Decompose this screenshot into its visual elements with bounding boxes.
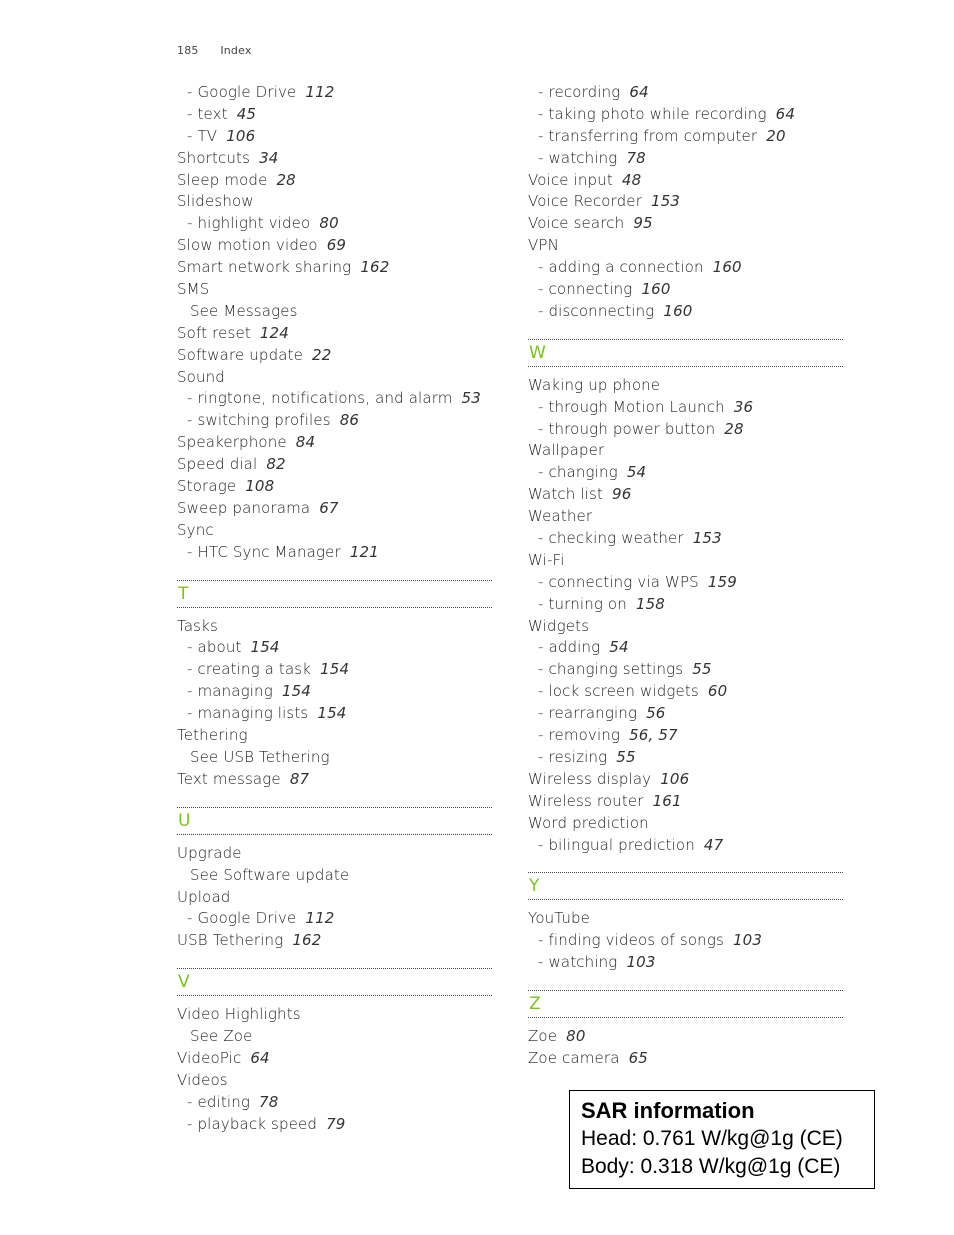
entry-term: SMS bbox=[177, 280, 210, 299]
index-subentry bbox=[528, 301, 843, 323]
page-reference[interactable]: 22 bbox=[312, 345, 332, 364]
entry-term: Word prediction bbox=[528, 813, 649, 832]
entry-term: Voice Recorder bbox=[528, 192, 643, 211]
page-reference[interactable]: 47 bbox=[703, 835, 724, 854]
entry-term: - watching bbox=[538, 148, 618, 167]
index-subentry bbox=[177, 681, 492, 703]
index-entry bbox=[177, 616, 492, 638]
page-reference[interactable]: 55 bbox=[616, 747, 636, 766]
entry-term: Video Highlights bbox=[177, 1005, 301, 1024]
entry-term: Slow motion video bbox=[177, 236, 318, 255]
index-subentry bbox=[177, 82, 492, 104]
page-reference[interactable]: 153 bbox=[692, 529, 722, 548]
page-reference[interactable]: 154 bbox=[281, 682, 311, 701]
page-reference[interactable]: 36 bbox=[733, 397, 754, 416]
index-entry bbox=[177, 367, 492, 389]
entry-term: Watch list bbox=[528, 485, 603, 504]
index-entry bbox=[177, 170, 492, 192]
page-reference[interactable]: 60 bbox=[707, 682, 728, 701]
entry-term: Widgets bbox=[528, 616, 590, 635]
page-reference[interactable]: 87 bbox=[289, 769, 310, 788]
letter-section-header bbox=[177, 968, 492, 996]
entry-term: Slideshow bbox=[177, 192, 254, 211]
index-subentry bbox=[528, 397, 843, 419]
entry-term: - turning on bbox=[538, 594, 627, 613]
dotted-divider bbox=[528, 899, 843, 900]
page-reference[interactable]: 78 bbox=[259, 1092, 279, 1111]
section-letter: V bbox=[178, 972, 190, 993]
dotted-divider bbox=[528, 366, 843, 367]
index-subentry bbox=[528, 637, 843, 659]
index-entry bbox=[528, 616, 843, 638]
entry-term: VPN bbox=[528, 236, 559, 255]
entry-term: - text bbox=[187, 104, 228, 123]
index-subentry bbox=[528, 419, 843, 441]
page-reference[interactable]: 28 bbox=[724, 419, 744, 438]
index-subentry bbox=[177, 1114, 492, 1136]
entry-term: - through Motion Launch bbox=[538, 397, 725, 416]
entry-term: See USB Tethering bbox=[190, 747, 330, 766]
page-reference[interactable]: 106 bbox=[660, 769, 690, 788]
page-reference[interactable]: 121 bbox=[349, 542, 379, 561]
index-subentry bbox=[528, 82, 843, 104]
sar-information-box bbox=[569, 1090, 875, 1189]
page-reference[interactable]: 82 bbox=[266, 455, 286, 474]
page-reference[interactable]: 54 bbox=[626, 463, 647, 482]
index-subentry bbox=[528, 930, 843, 952]
index-entry bbox=[177, 1070, 492, 1092]
index-entry bbox=[177, 520, 492, 542]
entry-term: - connecting bbox=[538, 280, 633, 299]
index-entry bbox=[528, 506, 843, 528]
index-entry bbox=[177, 454, 492, 476]
index-entry bbox=[177, 257, 492, 279]
dotted-divider bbox=[177, 607, 492, 608]
entry-term: - ringtone, notifications, and alarm bbox=[187, 389, 453, 408]
entry-term: - transferring from computer bbox=[538, 126, 758, 145]
page-reference[interactable]: 112 bbox=[305, 909, 335, 928]
page-reference[interactable]: 84 bbox=[295, 433, 316, 452]
index-column-right bbox=[528, 82, 843, 1070]
section-letter: Y bbox=[529, 876, 540, 897]
index-entry bbox=[177, 498, 492, 520]
page-reference[interactable]: 103 bbox=[626, 953, 656, 972]
index-subentry bbox=[177, 542, 492, 564]
entry-term: Speakerphone bbox=[177, 433, 287, 452]
index-subentry bbox=[177, 104, 492, 126]
page-reference[interactable]: 112 bbox=[305, 83, 335, 101]
index-entry bbox=[177, 279, 492, 301]
index-subentry bbox=[528, 659, 843, 681]
entry-term: - managing bbox=[187, 682, 273, 701]
entry-term: - adding a connection bbox=[538, 258, 704, 277]
entry-term: See Messages bbox=[190, 301, 298, 320]
entry-term: Storage bbox=[177, 477, 237, 496]
entry-term: - lock screen widgets bbox=[538, 682, 699, 701]
page-reference[interactable]: 48 bbox=[621, 170, 642, 189]
entry-term: - managing lists bbox=[187, 704, 309, 723]
page-reference[interactable]: 67 bbox=[319, 498, 339, 517]
entry-term: - watching bbox=[538, 953, 618, 972]
page-reference[interactable]: 86 bbox=[339, 411, 360, 430]
entry-term: Upload bbox=[177, 887, 231, 906]
index-entry bbox=[177, 432, 492, 454]
page-reference[interactable]: 154 bbox=[320, 660, 350, 679]
entry-term: Soft reset bbox=[177, 323, 251, 342]
entry-term: Software update bbox=[177, 345, 303, 364]
page-reference[interactable]: 95 bbox=[633, 214, 653, 233]
letter-section-header bbox=[528, 872, 843, 900]
index-entry bbox=[528, 1048, 843, 1070]
letter-section-header bbox=[177, 580, 492, 608]
entry-term: - switching profiles bbox=[187, 411, 331, 430]
page-reference[interactable]: 54 bbox=[609, 638, 629, 657]
index-subentry bbox=[177, 1092, 492, 1114]
entry-term: - editing bbox=[187, 1092, 251, 1111]
section-letter: Z bbox=[529, 994, 541, 1015]
sar-head-value: Head: 0.761 W/kg@1g (CE) bbox=[581, 1127, 843, 1150]
index-subentry bbox=[177, 908, 492, 930]
entry-term: Wireless display bbox=[528, 769, 652, 788]
index-see-reference bbox=[177, 1026, 492, 1048]
index-entry bbox=[528, 375, 843, 397]
index-entry bbox=[528, 908, 843, 930]
running-header bbox=[177, 44, 252, 57]
entry-term: Tethering bbox=[177, 726, 248, 745]
index-subentry bbox=[528, 279, 843, 301]
index-subentry bbox=[528, 952, 843, 974]
page-reference[interactable]: 80 bbox=[566, 1027, 586, 1046]
index-subentry bbox=[177, 637, 492, 659]
entry-term: - TV bbox=[187, 126, 218, 145]
entry-term: - adding bbox=[538, 638, 601, 657]
index-entry bbox=[177, 148, 492, 170]
page-reference[interactable]: 78 bbox=[626, 148, 646, 167]
page-reference[interactable]: 96 bbox=[612, 485, 632, 504]
index-subentry bbox=[528, 528, 843, 550]
entry-term: VideoPic bbox=[177, 1048, 242, 1067]
page-reference[interactable]: 65 bbox=[628, 1048, 648, 1067]
entry-term: - recording bbox=[538, 83, 621, 101]
page-reference[interactable]: 80 bbox=[319, 214, 339, 233]
index-subentry bbox=[528, 747, 843, 769]
page-reference[interactable]: 154 bbox=[250, 638, 280, 657]
entry-term: Videos bbox=[177, 1070, 228, 1089]
index-subentry bbox=[177, 703, 492, 725]
index-subentry bbox=[528, 725, 843, 747]
page-reference[interactable]: 34 bbox=[259, 148, 279, 167]
section-letter: U bbox=[178, 810, 191, 831]
index-entry bbox=[528, 550, 843, 572]
index-entry bbox=[177, 345, 492, 367]
page-reference[interactable]: 56 bbox=[646, 704, 666, 723]
index-subentry bbox=[177, 388, 492, 410]
page-reference[interactable]: 53 bbox=[461, 389, 481, 408]
index-see-reference bbox=[177, 301, 492, 323]
page-reference[interactable]: 64 bbox=[629, 83, 649, 101]
index-entry bbox=[528, 813, 843, 835]
index-entry bbox=[177, 1004, 492, 1026]
index-subentry bbox=[528, 462, 843, 484]
index-entry bbox=[177, 476, 492, 498]
entry-term: - through power button bbox=[538, 419, 716, 438]
entry-term: - taking photo while recording bbox=[538, 104, 767, 123]
entry-term: Sync bbox=[177, 520, 214, 539]
entry-term: - Google Drive bbox=[187, 909, 297, 928]
entry-term: - resizing bbox=[538, 747, 608, 766]
entry-term: Waking up phone bbox=[528, 375, 661, 394]
page-reference[interactable]: 108 bbox=[245, 477, 275, 496]
section-letter: T bbox=[178, 583, 189, 604]
index-entry bbox=[528, 791, 843, 813]
entry-term: Text message bbox=[177, 769, 281, 788]
entry-term: Upgrade bbox=[177, 843, 242, 862]
index-entry bbox=[528, 484, 843, 506]
entry-term: - connecting via WPS bbox=[538, 572, 699, 591]
entry-term: Voice search bbox=[528, 214, 625, 233]
entry-term: Sleep mode bbox=[177, 170, 268, 189]
entry-term: - creating a task bbox=[187, 660, 312, 679]
dotted-divider bbox=[528, 1017, 843, 1018]
index-entry bbox=[528, 769, 843, 791]
index-subentry bbox=[528, 126, 843, 148]
entry-term: YouTube bbox=[528, 909, 591, 928]
index-subentry bbox=[528, 594, 843, 616]
index-entry bbox=[177, 769, 492, 791]
sar-title: SAR information bbox=[581, 1098, 755, 1123]
index-subentry bbox=[528, 257, 843, 279]
entry-term: - removing bbox=[538, 726, 621, 745]
entry-term: Wireless router bbox=[528, 791, 644, 810]
page-reference[interactable]: 161 bbox=[652, 791, 682, 810]
entry-term: Sweep panorama bbox=[177, 498, 311, 517]
entry-term: - highlight video bbox=[187, 214, 311, 233]
page-reference[interactable]: 69 bbox=[326, 236, 347, 255]
index-entry bbox=[528, 191, 843, 213]
index-subentry bbox=[528, 703, 843, 725]
entry-term: See Software update bbox=[190, 865, 350, 884]
entry-term: Smart network sharing bbox=[177, 258, 352, 277]
index-subentry bbox=[177, 659, 492, 681]
index-column-left bbox=[177, 82, 492, 1136]
letter-section-header bbox=[177, 807, 492, 835]
entry-term: Zoe bbox=[528, 1027, 558, 1046]
entry-term: - about bbox=[187, 638, 242, 657]
page-reference[interactable]: 162 bbox=[292, 931, 322, 950]
entry-term: USB Tethering bbox=[177, 931, 284, 950]
index-subentry bbox=[177, 410, 492, 432]
entry-term: - Google Drive bbox=[187, 83, 297, 101]
index-entry bbox=[177, 725, 492, 747]
index-see-reference bbox=[177, 865, 492, 887]
entry-term: Sound bbox=[177, 367, 225, 386]
index-subentry bbox=[177, 126, 492, 148]
entry-term: - HTC Sync Manager bbox=[187, 542, 341, 561]
page-reference[interactable]: 153 bbox=[651, 192, 681, 211]
dotted-divider bbox=[177, 834, 492, 835]
entry-term: - changing bbox=[538, 463, 618, 482]
index-entry bbox=[177, 235, 492, 257]
page-reference[interactable]: 28 bbox=[276, 170, 296, 189]
page-reference[interactable]: 55 bbox=[692, 660, 712, 679]
section-title: Index bbox=[220, 44, 252, 57]
page-reference[interactable]: 162 bbox=[360, 258, 390, 277]
entry-term: - disconnecting bbox=[538, 301, 655, 320]
page-reference[interactable]: 45 bbox=[236, 104, 257, 123]
index-entry bbox=[177, 887, 492, 909]
entry-term: - checking weather bbox=[538, 529, 684, 548]
index-entry bbox=[177, 323, 492, 345]
index-entry bbox=[177, 930, 492, 952]
page-reference[interactable]: 159 bbox=[707, 572, 737, 591]
index-entry bbox=[177, 1048, 492, 1070]
page-reference[interactable]: 154 bbox=[317, 704, 347, 723]
index-entry bbox=[528, 213, 843, 235]
index-see-reference bbox=[177, 747, 492, 769]
index-subentry bbox=[528, 148, 843, 170]
letter-section-header bbox=[528, 990, 843, 1018]
index-entry bbox=[528, 440, 843, 462]
page-reference[interactable]: 160 bbox=[663, 301, 693, 320]
entry-term: Shortcuts bbox=[177, 148, 251, 167]
entry-term: - changing settings bbox=[538, 660, 684, 679]
index-subentry bbox=[528, 104, 843, 126]
index-entry bbox=[528, 235, 843, 257]
index-entry bbox=[528, 1026, 843, 1048]
page-reference[interactable]: 79 bbox=[326, 1114, 346, 1133]
index-entry bbox=[177, 191, 492, 213]
entry-term: Voice input bbox=[528, 170, 613, 189]
page-reference[interactable]: 160 bbox=[641, 280, 671, 299]
index-subentry bbox=[177, 213, 492, 235]
entry-term: Zoe camera bbox=[528, 1048, 620, 1067]
page-reference[interactable]: 64 bbox=[250, 1048, 270, 1067]
page-reference[interactable]: 64 bbox=[775, 104, 796, 123]
index-entry bbox=[528, 170, 843, 192]
letter-section-header bbox=[528, 339, 843, 367]
page-reference[interactable]: 106 bbox=[226, 126, 256, 145]
page-reference[interactable]: 158 bbox=[635, 594, 666, 613]
page-reference[interactable]: 103 bbox=[732, 931, 763, 950]
dotted-divider bbox=[177, 995, 492, 996]
entry-term: Wi-Fi bbox=[528, 550, 565, 569]
index-subentry bbox=[528, 835, 843, 857]
page-reference[interactable]: 56, 57 bbox=[629, 726, 678, 745]
index-subentry bbox=[528, 572, 843, 594]
index-entry bbox=[177, 843, 492, 865]
entry-term: Wallpaper bbox=[528, 441, 605, 460]
entry-term: Weather bbox=[528, 507, 593, 526]
entry-term: Tasks bbox=[177, 616, 218, 635]
page-reference[interactable]: 124 bbox=[259, 323, 289, 342]
entry-term: - finding videos of songs bbox=[538, 931, 724, 950]
page-reference[interactable]: 20 bbox=[766, 126, 786, 145]
section-letter: W bbox=[529, 342, 546, 363]
page-reference[interactable]: 160 bbox=[712, 258, 742, 277]
entry-term: - playback speed bbox=[187, 1114, 318, 1133]
index-subentry bbox=[528, 681, 843, 703]
page-number: 185 bbox=[177, 44, 199, 57]
entry-term: Speed dial bbox=[177, 455, 258, 474]
entry-term: See Zoe bbox=[190, 1027, 253, 1046]
entry-term: - bilingual prediction bbox=[538, 835, 695, 854]
sar-body-value: Body: 0.318 W/kg@1g (CE) bbox=[581, 1155, 841, 1178]
entry-term: - rearranging bbox=[538, 704, 638, 723]
